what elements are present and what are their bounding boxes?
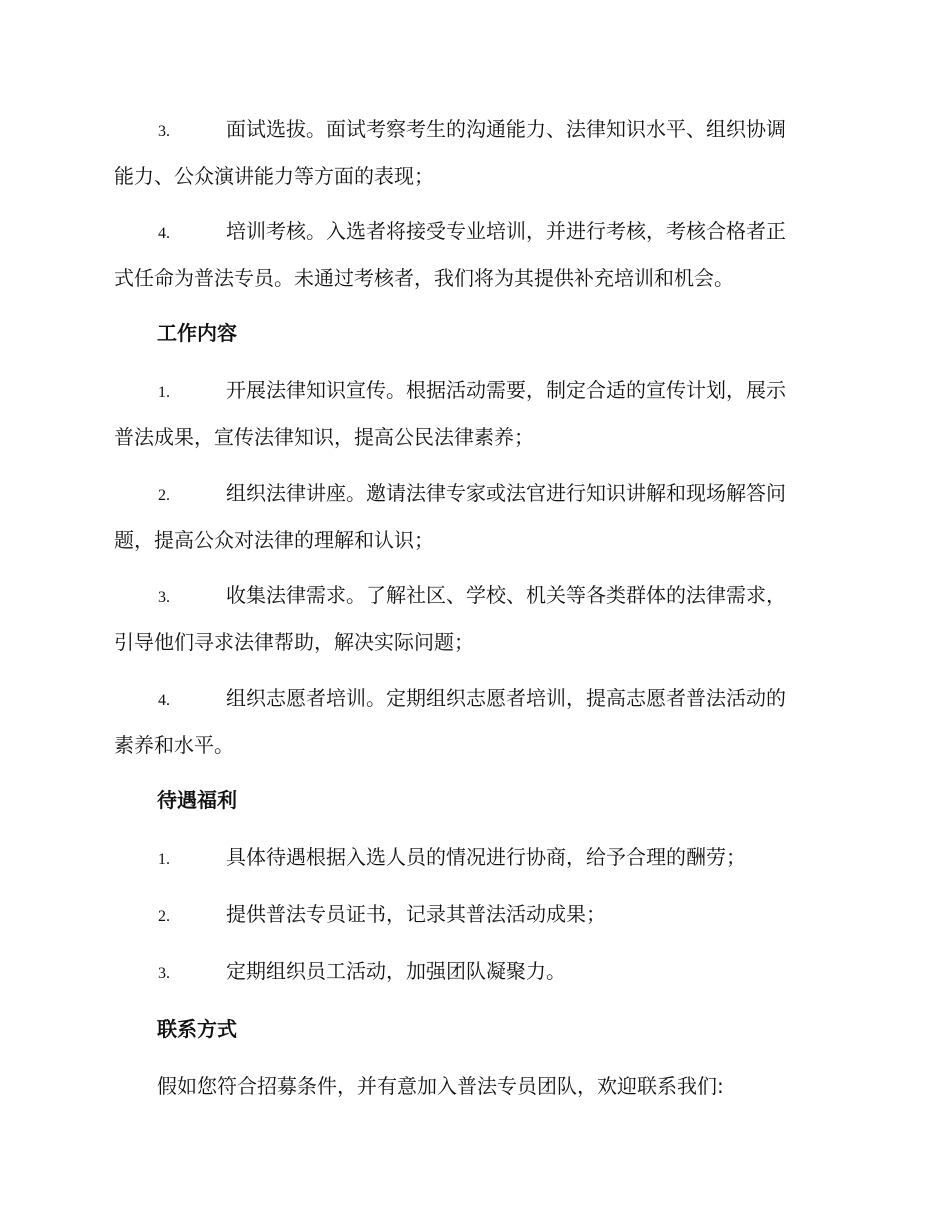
section-heading-contact: 联系方式 xyxy=(157,1017,237,1041)
item-text-line2: 普法成果，宣传法律知识，提高公民法律素养； xyxy=(114,425,534,449)
item-text-line2: 题，提高公众对法律的理解和认识； xyxy=(114,528,434,552)
work-item-1 xyxy=(114,371,834,456)
item-text-line1: 组织志愿者培训。定期组织志愿者培训，提高志愿者普法活动的 xyxy=(226,686,786,710)
item-number: 1. xyxy=(158,851,170,868)
item-number: 1. xyxy=(158,384,170,401)
step-text-line1: 培训考核。入选者将接受专业培训，并进行考核，考核合格者正 xyxy=(226,219,786,243)
item-text-line2: 素养和水平。 xyxy=(114,733,234,757)
benefit-item-3 xyxy=(114,952,834,993)
work-item-4 xyxy=(114,679,834,764)
item-text: 定期组织员工活动，加强团队凝聚力。 xyxy=(226,959,566,983)
item-number: 3. xyxy=(158,965,170,982)
step-number: 4. xyxy=(158,225,170,242)
section-heading-work-content: 工作内容 xyxy=(157,321,237,345)
benefit-item-2 xyxy=(114,895,834,936)
item-number: 3. xyxy=(158,589,170,606)
selection-step-3 xyxy=(114,110,834,195)
contact-text: 假如您符合招募条件，并有意加入普法专员团队，欢迎联系我们: xyxy=(157,1074,724,1098)
benefit-item-1 xyxy=(114,838,834,879)
item-text-line1: 组织法律讲座。邀请法律专家或法官进行知识讲解和现场解答问 xyxy=(226,481,786,505)
step-number: 3. xyxy=(158,123,170,140)
selection-step-4 xyxy=(114,212,834,297)
step-text-line2: 式任命为普法专员。未通过考核者，我们将为其提供补充培训和机会。 xyxy=(114,266,734,290)
item-number: 2. xyxy=(158,487,170,504)
step-text-line2: 能力、公众演讲能力等方面的表现； xyxy=(114,164,434,188)
item-number: 4. xyxy=(158,692,170,709)
section-heading-benefits: 待遇福利 xyxy=(157,788,237,812)
work-item-3 xyxy=(114,576,834,661)
item-text: 具体待遇根据入选人员的情况进行协商，给予合理的酬劳； xyxy=(226,845,746,869)
step-text-line1: 面试选拔。面试考察考生的沟通能力、法律知识水平、组织协调 xyxy=(226,117,786,141)
item-text-line1: 收集法律需求。了解社区、学校、机关等各类群体的法律需求， xyxy=(226,583,786,607)
work-item-2 xyxy=(114,474,834,559)
item-text: 提供普法专员证书，记录其普法活动成果； xyxy=(226,902,606,926)
item-number: 2. xyxy=(158,908,170,925)
item-text-line2: 引导他们寻求法律帮助，解决实际问题； xyxy=(114,630,474,654)
item-text-line1: 开展法律知识宣传。根据活动需要，制定合适的宣传计划，展示 xyxy=(226,378,786,402)
